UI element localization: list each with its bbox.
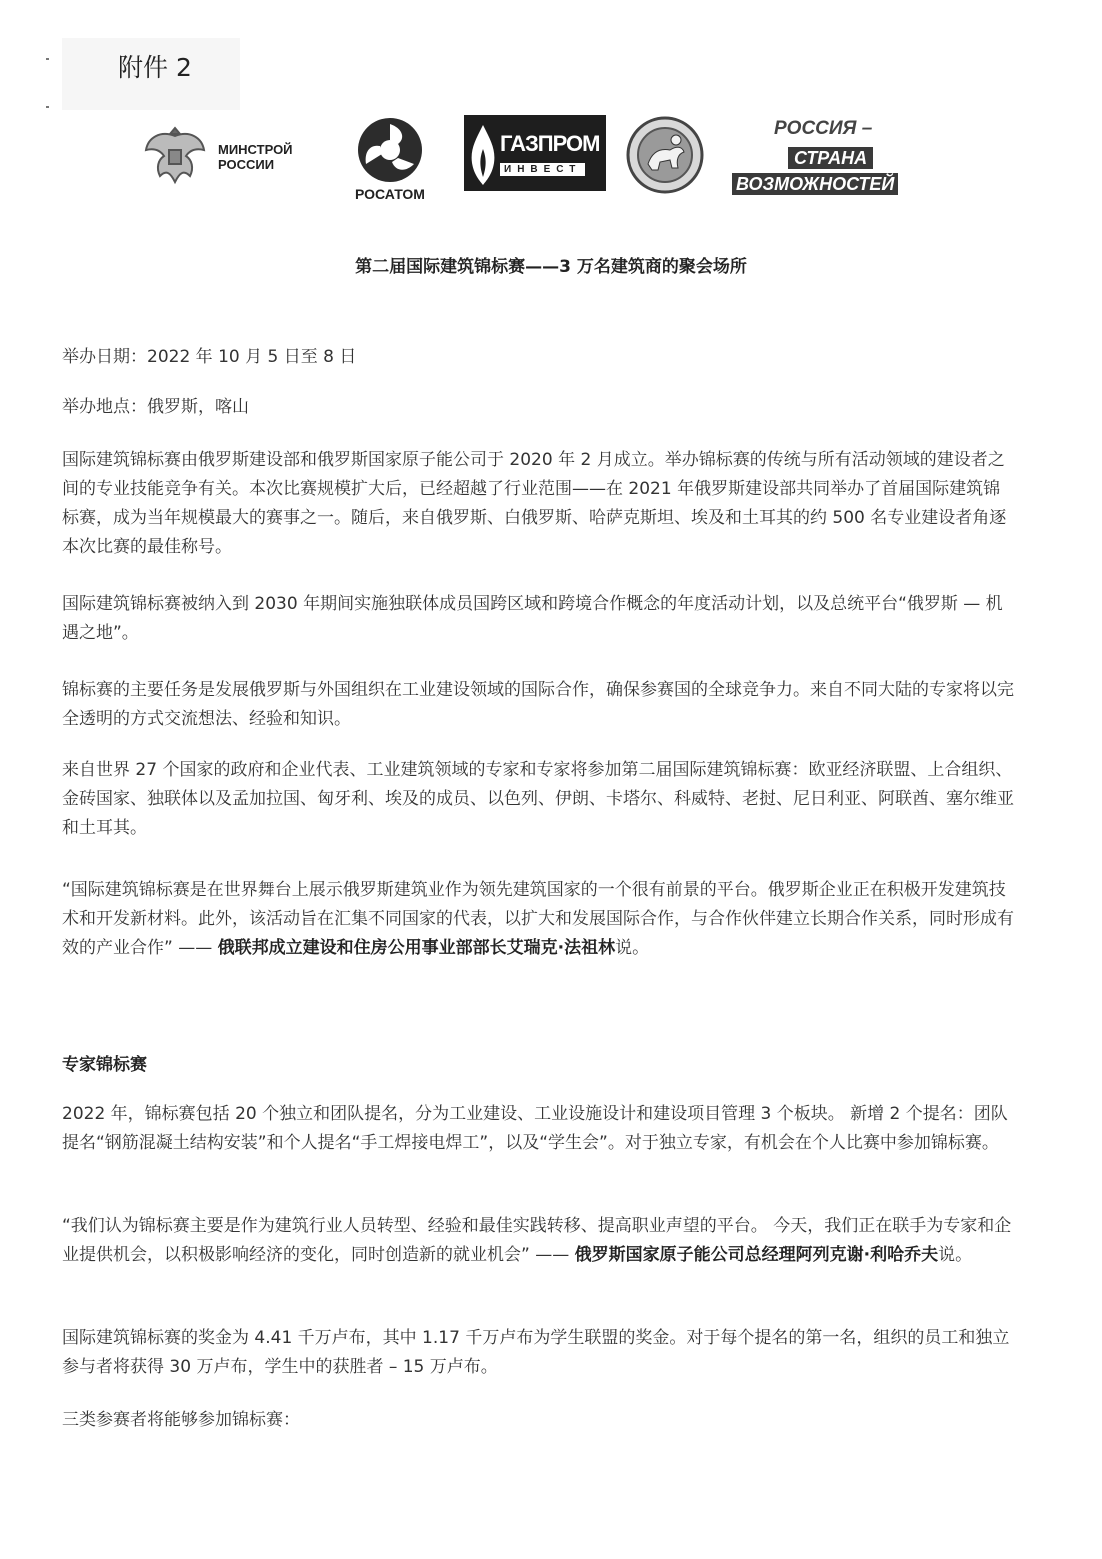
quote-rosatom-text: “我们认为锦标赛主要是作为建筑行业人员转型、经验和最佳实践转移、提高职业声望的平台。 今天，我们正在联手为专家和企业提供机会，以积极影响经济的变化，同时创造新的就业机会” —— <box>62 1216 1012 1265</box>
event-location: 举办地点：俄罗斯，喀山 <box>62 397 249 417</box>
document-title: 第二届国际建筑锦标赛——3 万名建筑商的聚会场所 <box>355 257 747 277</box>
quote-rosatom-ceo <box>62 1212 1014 1270</box>
gazprom-logo-main-text: ГАЗПРОМ <box>500 131 600 156</box>
minstroy-logo <box>140 120 340 190</box>
russia-land-of-opportunity-logo <box>730 116 940 198</box>
attachment-label: 附件 2 <box>118 53 192 82</box>
quote-minister-author: 俄联邦成立建设和住房公用事业部部长艾瑞克·法祖林 <box>217 938 616 958</box>
eagle-emblem-icon <box>140 120 210 190</box>
quote-minister-text: “国际建筑锦标赛是在世界舞台上展示俄罗斯建筑业作为领先建筑国家的一个很有前景的平台。俄罗斯企业正在积极开发建筑技术和开发新材料。此外，该活动旨在汇集不同国家的代表，以扩大和发展国际合作，与合作伙伴建立长期合作关系，同时形成有效的产业合作” —— <box>62 880 1014 958</box>
flame-icon <box>466 119 500 189</box>
attachment-label-box <box>62 38 240 110</box>
rcv-logo-line2: СТРАНА <box>788 147 873 169</box>
rosatom-logo-text: РОСАТОМ <box>355 186 425 202</box>
tatarstan-emblem <box>626 116 704 194</box>
minstroy-logo-text: МИНСТРОЙ РОССИИ <box>218 142 293 172</box>
section-heading: 专家锦标赛 <box>62 1055 147 1075</box>
gazprom-invest-logo <box>464 115 606 191</box>
paragraph-program: 国际建筑锦标赛被纳入到 2030 年期间实施独联体成员国跨区域和跨境合作概念的年度活动计划，以及总统平台“俄罗斯 — 机遇之地”。 <box>62 594 1003 643</box>
quote-rosatom-author: 俄罗斯国家原子能公司总经理阿列克谢·利哈乔夫 <box>574 1245 939 1265</box>
gazprom-logo-sub-text: ИНВЕСТ <box>500 163 585 176</box>
rcv-logo-line3: ВОЗМОЖНОСТЕЙ <box>732 173 898 195</box>
paragraph-participants: 来自世界 27 个国家的政府和企业代表、工业建筑领域的专家和专家将参加第二届国际建筑锦标赛：欧亚经济联盟、上合组织、金砖国家、独联体以及孟加拉国、匈牙利、埃及的成员、以色列、伊朗、卡塔尔、科威特、老挝、尼日利亚、阿联酋、塞尔维亚和土耳其。 <box>62 760 1014 838</box>
rcv-logo-line1: РОССИЯ – <box>774 118 873 139</box>
paragraph-tasks: 锦标赛的主要任务是发展俄罗斯与外国组织在工业建设领域的国际合作，确保参赛国的全球竞争力。来自不同大陆的专家将以完全透明的方式交流想法、经验和知识。 <box>62 680 1014 729</box>
event-date: 举办日期：2022 年 10 月 5 日至 8 日 <box>62 347 357 367</box>
paragraph-prize: 国际建筑锦标赛的奖金为 4.41 千万卢布，其中 1.17 千万卢布为学生联盟的奖金。对于每个提名的第一名，组织的员工和独立参与者将获得 30 万卢布，学生中的获胜者 – 15 万卢布。 <box>62 1328 1010 1377</box>
quote-minister <box>62 876 1014 963</box>
quote-minister-suffix: 说。 <box>615 938 650 958</box>
paragraph-categories: 三类参赛者将能够参加锦标赛： <box>62 1410 300 1430</box>
quote-rosatom-suffix: 说。 <box>938 1245 973 1265</box>
scan-speck <box>46 58 49 60</box>
paragraph-nominations: 2022 年，锦标赛包括 20 个独立和团队提名，分为工业建设、工业设施设计和建设项目管理 3 个板块。 新增 2 个提名：团队提名“钢筋混凝土结构安装”和个人提名“手工焊接电焊工”，以及“学生会”。对于独立专家，有机会在个人比赛中参加锦标赛。 <box>62 1104 1008 1153</box>
scan-speck <box>46 106 49 108</box>
rosatom-logo <box>340 114 440 206</box>
snow-leopard-emblem-icon <box>626 116 704 194</box>
rosatom-emblem-icon <box>340 114 440 186</box>
paragraph-intro: 国际建筑锦标赛由俄罗斯建设部和俄罗斯国家原子能公司于 2020 年 2 月成立。举办锦标赛的传统与所有活动领域的建设者之间的专业技能竞争有关。本次比赛规模扩大后，已经超越了行业范围——在 2021 年俄罗斯建设部共同举办了首届国际建筑锦标赛，成为当年规模最大的赛事之一。随后，来自俄罗斯、白俄罗斯、哈萨克斯坦、埃及和土耳其的约 500 名专业建设者角逐本次比赛的最佳称号。 <box>62 450 1007 557</box>
